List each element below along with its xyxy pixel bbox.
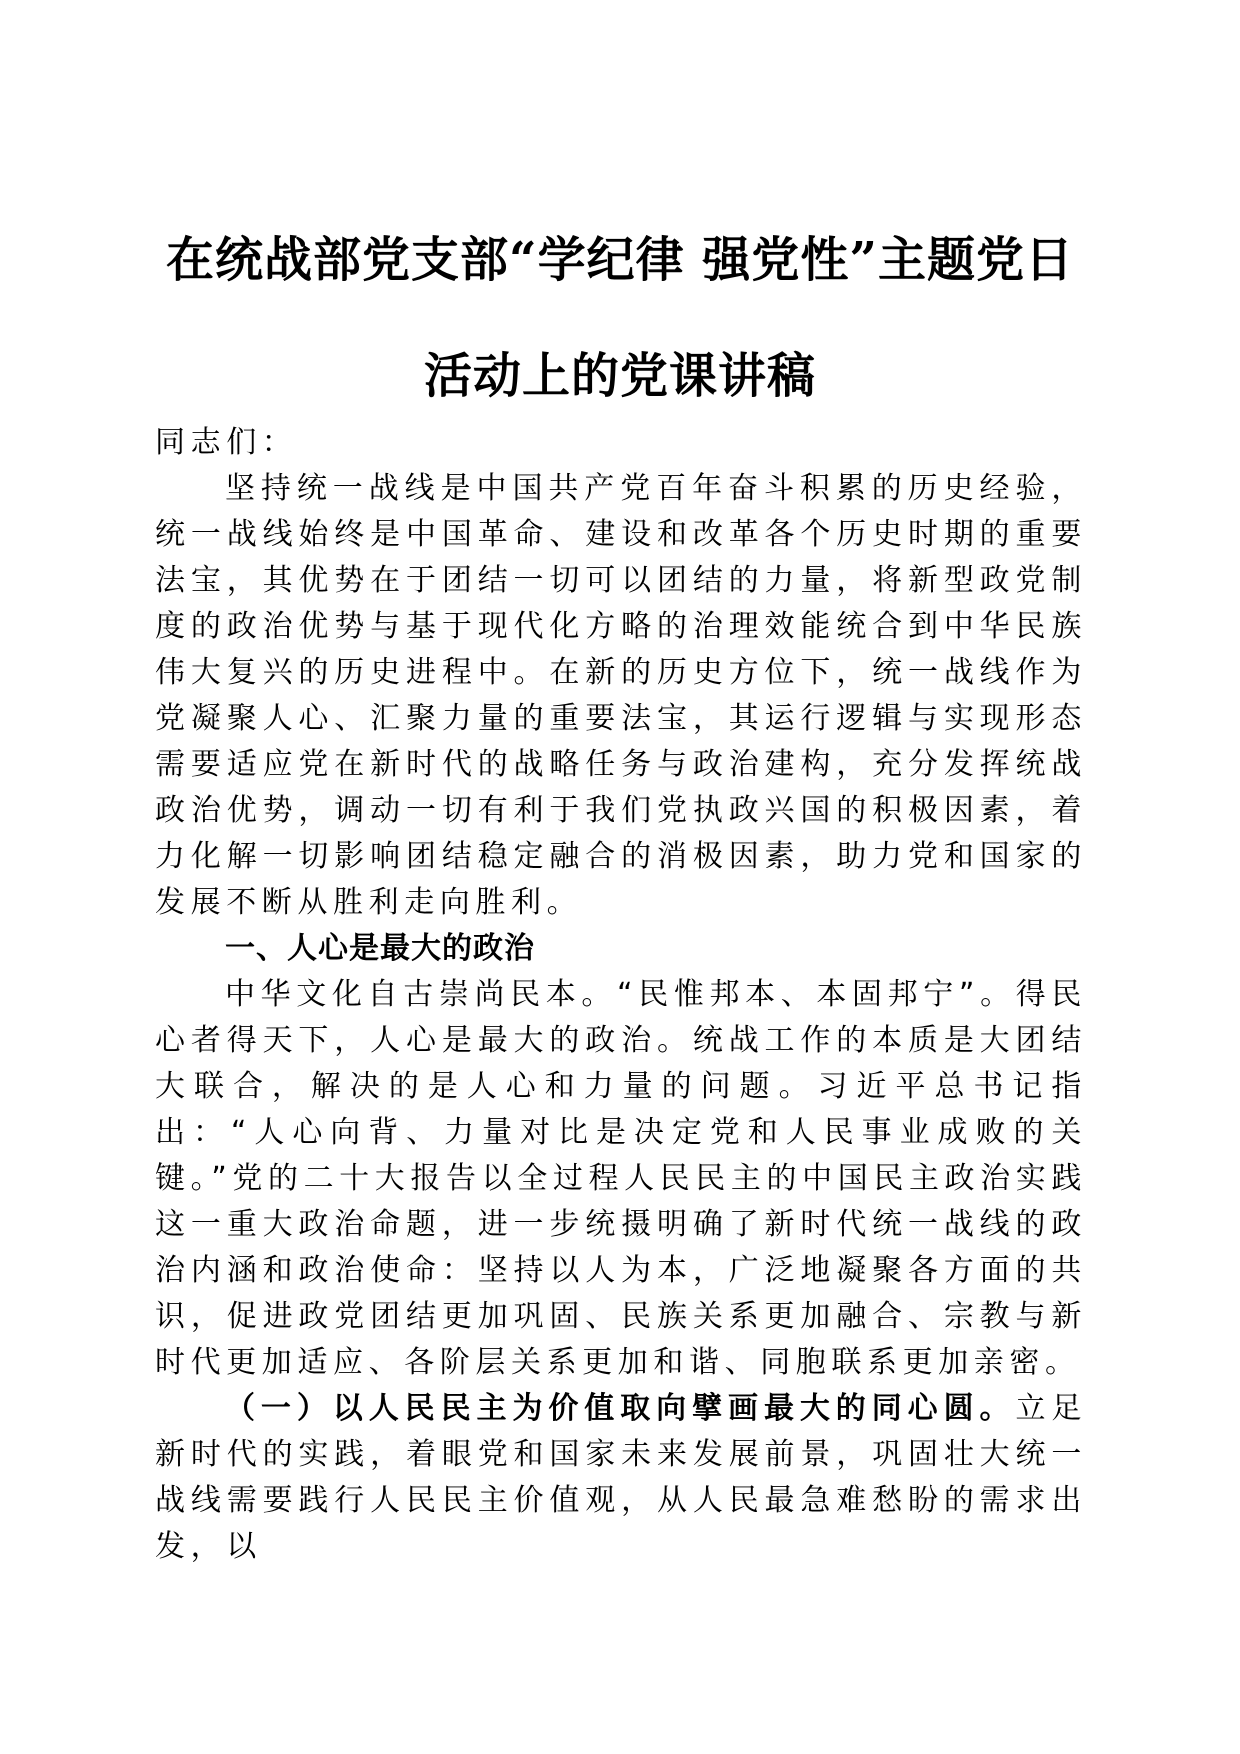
document-title-line-1: 在统战部党支部“学纪律 强党性”主题党日 (166, 232, 1074, 288)
salutation: 同志们： (155, 425, 298, 460)
paragraph-section-1: 中华文化自古崇尚民本。“民惟邦本、本固邦宁”。得民心者得天下，人心是最大的政治。统战工作的本质是大团结大联合，解决的是人心和力量的问题。习近平总书记指出：“人心向背、力量对比是决定党和人民事业成败的关键。”党的二十大报告以全过程人民民主的中国民主政治实践这一重大政治命题，进一步统摄明确了新时代统一战线的政治内涵和政治使命：坚持以人为本，广泛地凝聚各方面的共识，促进政党团结更加巩固、民族关系更加融合、宗教与新时代更加适应、各阶层关系更加和谐、同胞联系更加亲密。 (155, 977, 1087, 1380)
paragraph-subsection-1 (155, 1386, 1087, 1570)
paragraph-intro: 坚持统一战线是中国共产党百年奋斗积累的历史经验，统一战线始终是中国革命、建设和改革各个历史时期的重要法宝，其优势在于团结一切可以团结的力量，将新型政党制度的政治优势与基于现代化方略的治理效能统合到中华民族伟大复兴的历史进程中。在新的历史方位下，统一战线作为党凝聚人心、汇聚力量的重要法宝，其运行逻辑与实现形态需要适应党在新时代的战略任务与政治建构，充分发挥统战政治优势，调动一切有利于我们党执政兴国的积极因素，着力化解一切影响团结稳定融合的消极因素，助力党和国家的发展不断从胜利走向胜利。 (155, 471, 1087, 920)
section-heading-1: 一、人心是最大的政治 (225, 931, 535, 966)
document-body (155, 420, 1087, 1570)
subsection-lead-sentence: （一）以人民民主为价值取向擘画最大的同心圆。 (225, 1391, 1016, 1426)
document-title-line-2: 活动上的党课讲稿 (423, 348, 816, 404)
subsection-body-text: 立足新时代的实践，着眼党和国家未来发展前景，巩固壮大统一战线需要践行人民民主价值观，从人民最急难愁盼的需求出发，以 (155, 1391, 1087, 1564)
